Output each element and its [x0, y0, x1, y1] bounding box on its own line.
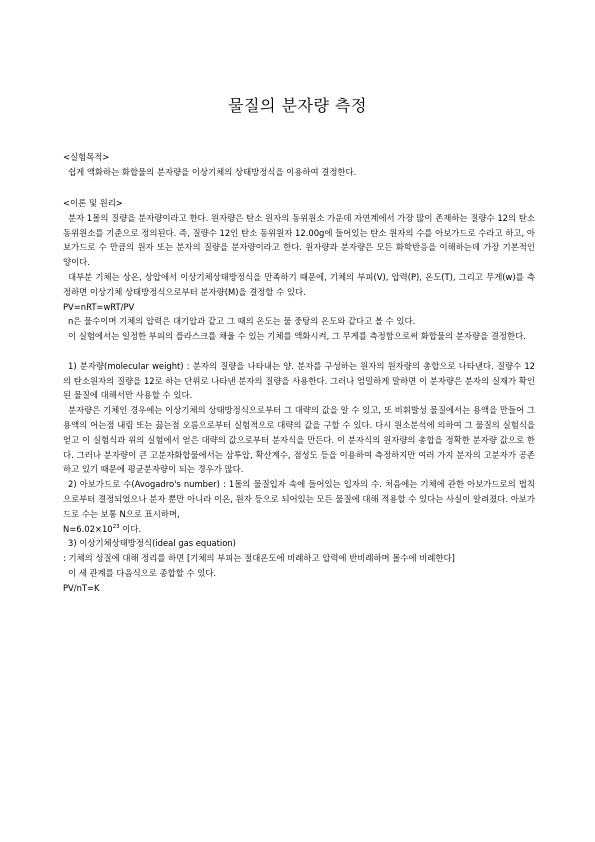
theory-paragraph-2: 대부분 기체는 상온, 상압에서 이상기체상태방정식을 만족하기 때문에, 기체의 부피(V), 압력(P), 온도(T), 그리고 무게(w)를 측정하면 이상기체 상태방정식으로부터 분자량(M)을 결정할 수 있다. — [63, 271, 535, 297]
theory-paragraph-4: 이 실험에서는 일정한 부피의 플라스크를 채울 수 있는 기체를 액화시켜, 그 무게를 측정함으로써 화합물의 분자량을 결정한다. — [68, 331, 526, 342]
theory-paragraph-1: 분자 1몰의 질량을 분자량이라고 한다. 원자량은 탄소 원자의 동위원소 가운데 자연계에서 가장 많이 존재하는 질량수 12의 탄소동위원소를 기준으로 정의된다. 즉, 질량수 12인 탄소 동위원자 12.00g에 들어있는 탄소 원자의 수를 아보가드로 수라고 하고, 아보가드로 수 만큼의 원자 또는 분자의 질량을 분자량이라고 한다. 원자량과 분자량은 모든 화학반응을 이해하는데 가장 기본적인 양이다. — [63, 212, 535, 268]
theory-section — [63, 196, 535, 596]
molecular-weight-detail: 분자량은 기체인 경우에는 이상기체의 상태방정식으로부터 그 대략의 값을 알 수 있고, 또 비휘발성 물질에서는 용액을 만들어 그 용액의 어는점 내림 또는 끓는점 오름으로부터 실험적으로 대략의 값을 구할 수 있다. 다시 원소분석에 의하여 그 물질의 실험식을 얻고 이 실험식과 위의 실험에서 얻은 대략의 값으로부터 분자식을 만든다. 이 분자식의 원자량의 총합을 정확한 분자량 값으로 한다. 그러나 분자량이 큰 고분자화합물에서는 삼투압, 확산계수, 점성도 등을 이용하여 측정하지만 여러 가지 분자의 고분자가 공존하고 있기 때문에 평균분자량이 되는 경우가 많다. — [63, 405, 535, 475]
page-title: 물질의 분자량 측정 — [228, 96, 367, 115]
purpose-text: 쉽게 액화하는 화합물의 분자량을 이상기체의 상태방정식을 이용하여 결정한다. — [68, 166, 357, 177]
avogadro-value: N=6.02×10 — [63, 523, 113, 534]
equation-1: PV=nRT=wRT/PV — [63, 301, 135, 312]
purpose-heading: <실험목적> — [63, 152, 110, 162]
avogadro-tail: 이다. — [119, 523, 142, 534]
molecular-weight-paragraph: 1) 분자량(molecular weight) : 분자의 질량을 나타내는 양. 분자를 구성하는 원자의 원자량의 총합으로 나타낸다. 질량수 12의 탄소원자의 질량을 12로 하는 단위로 나타낸 분자의 질량을 사용한다. 그러나 엄밀하게 말하면 이 분자량은 분자의 실재가 확인된 물질에 대해서만 사용할 수 있다. — [63, 360, 535, 401]
ideal-gas-summary: 이 세 관계를 다음식으로 종합할 수 있다. — [68, 567, 217, 578]
avogadro-paragraph: 2) 아보가드로 수(Avogadro's number) : 1몰의 물질입자 속에 들어있는 입자의 수. 처음에는 기체에 관한 아보가드로의 법칙으로부터 결정되었으나 분자 뿐만 아니라 이온, 원자 등으로 되어있는 모든 물질에 대해 적용할 수 있다는 사실이 알려졌다. 아보가드로 수는 보통 N으로 표시하며, — [63, 479, 535, 519]
ideal-gas-heading: 3) 이상기체상태방정식(ideal gas equation) — [68, 538, 236, 549]
equation-2: PV/nT=K — [63, 582, 100, 593]
purpose-section — [63, 150, 535, 180]
avogadro-value-line — [63, 522, 535, 537]
theory-heading: <이론 및 원리> — [63, 198, 123, 208]
avogadro-exponent: 23 — [112, 523, 120, 530]
ideal-gas-paragraph: : 기체의 성질에 대해 정리를 하면 [기체의 부피는 절대온도에 비례하고 압력에 반비례하며 몰수에 비례한다] — [63, 553, 455, 564]
theory-paragraph-3: n은 물수이며 기체의 압력은 대기압과 같고 그 때의 온도는 물 중탕의 온도와 같다고 볼 수 있다. — [68, 316, 416, 327]
